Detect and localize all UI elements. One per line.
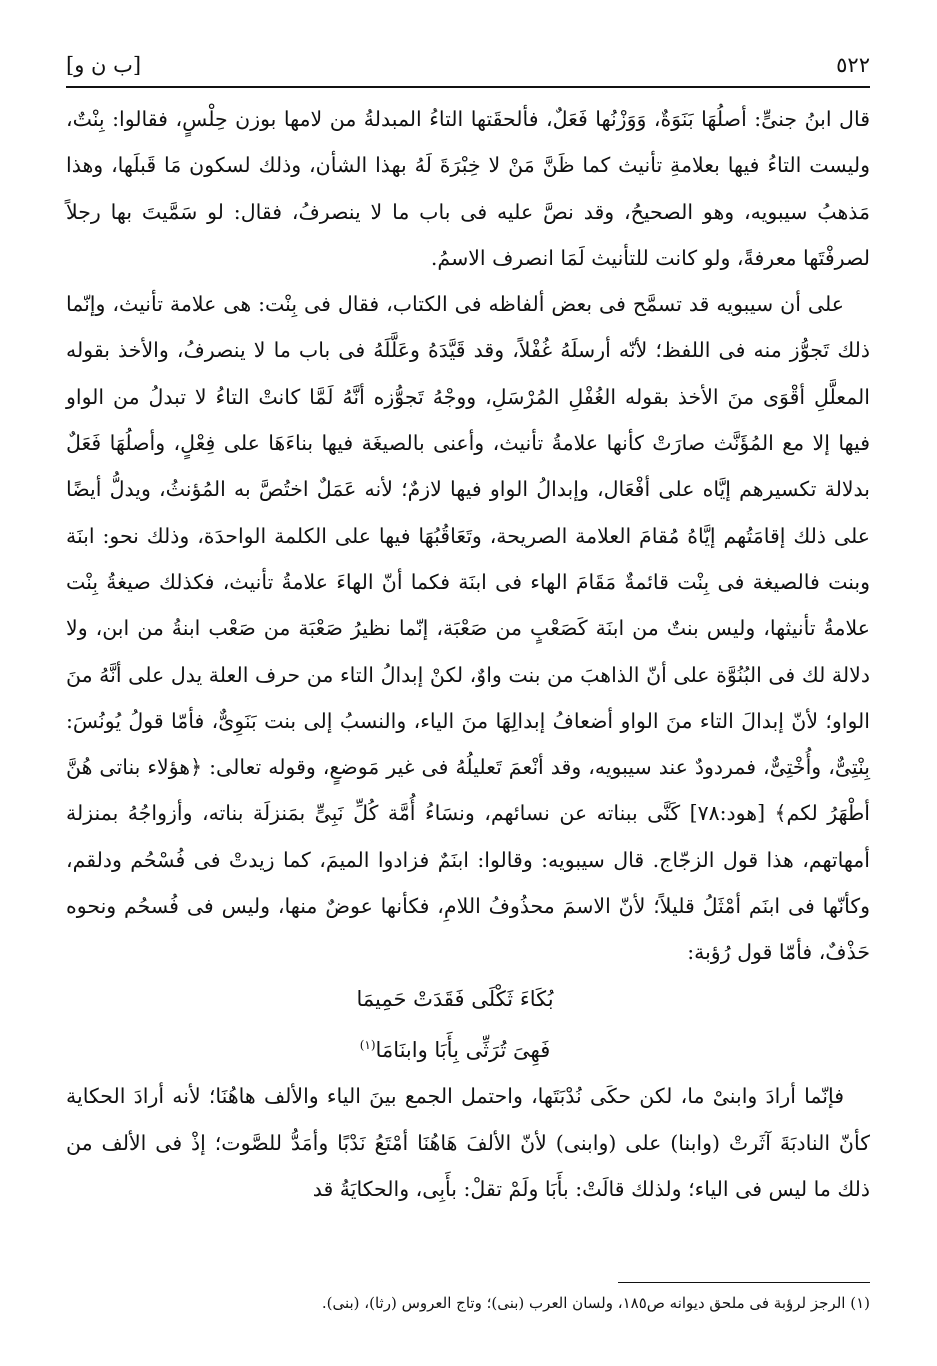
header-rule [66, 86, 870, 88]
footnote-marker: (١) [359, 1037, 376, 1052]
main-text [66, 96, 870, 1212]
verse-line-2-text: فَهِىَ تُرَثِّى بِأَبَا وابنَامَا [375, 1037, 551, 1062]
footnote: (١) الرجز لرؤبة فى ملحق ديوانه ص١٨٥، ولسان العرب (بنى)؛ وتاج العروس (رثا)، (بنى). [321, 1294, 870, 1312]
page-number: ٥٢٢ [836, 53, 870, 77]
verse-line-2 [66, 1022, 870, 1073]
paragraph-3: فإنّما أرادَ وابنىْ ما، لكن حكَى نُدْبَتَها، واحتمل الجمع بينَ الياء والألف هاهُنَا؛ لأنه أرادَ الحكاية كأنّ النادبَةَ آثَرتْ (وابنا) على (وابنى) لأنّ الألفَ هَاهُنَا أمْتَعُ نَدْبًا وأمَدُّ للصَّوت؛ إذْ فى الألف من ذلك ما ليس فى الياء؛ ولذلك قالَتْ: بأَبَا ولَمْ تقلْ: بأَبِى، والحكايَةُ قد [66, 1084, 870, 1201]
paragraph-2: على أن سيبويه قد تسمَّح فى بعض ألفاظه فى الكتاب، فقال فى بِنْت: هى علامة تأنيث، وإنّما ذلك تَجوُّز منه فى اللفظ؛ لأنّه أرسلَهُ غُفْلاً، وقد قَيَّدَهُ وعَلَّلَهُ فى باب ما لا ينصرفُ، والأخذ بقوله المعلَّلِ أقْوَى منَ الأخذ بقوله الغُفْلِ المُرْسَلِ، ووجْهُ تَجوُّزه أنَّهُ لَمَّا كانتْ التاءُ لا تبدلُ من الواو فيها إلا مع المُؤَنَّث صارَتْ كأنها علامةُ تأنيث، وأعنى بالصيغَة فيها بناءَهَا على فِعْلٍ، وأصلُهَا فَعَلٌ بدلالة تكسيرهم إيَّاه على أفْعَال، وإبدالُ الواو فيها لازمٌ؛ لأنه عَمَلٌ اختُصَّ به المُؤنثُ، ويدلُّ أيضًا على ذلك إقامَتُهم إيَّاهُ مُقامَ العلامة الصريحة، وتَعَاقُبُهَا فيها على الكلمة الواحدَة، وذلك نحو: ابنَة وبنت فالصيغة فى بِنْت قائمةٌ مَقَامَ الهاء فى ابنَة فكما أنّ الهاءَ علامةُ تأنيث، فكذلك صيغةُ بِنْت علامةُ تأنيثها، وليس بنتٌ من ابنَة كَصَعْبٍ من صَعْبَة، إنّما نظيرُ صَعْبَة من صَعْب ابنةُ من ابن، ولا دلالة لك فى البُنُوَّة على أنّ الذاهبَ من بنت واوٌ، لكنْ إبدالُ التاء من حرف العلة يدل على أنَّهُ منَ الواو؛ لأنّ إبدالَ التاء منَ الواو أضعافُ إبدالِهَا منَ الياء، والنسبُ إلى بنت بَنَوِىٌّ، فأمّا قولُ يُونُسَ: بِنْتِىٌّ، وأُخْتِىٌّ، فمردودٌ عند سيبويه، وقد أنْعمَ تَعليلُهُ فى غير مَوضعٍ، وقوله تعالى: ﴿هؤلاء بناتى هُنَّ أطْهَرُ لكم﴾ [هود:٧٨] كَنَّى ببناته عن نسائهم، ونسَاءُ أُمَّة كُلِّ نَبِىٍّ بمَنزلَة بناته، وأزواجُهُ بمنزلة أمهاتهم، هذا قول الزجّاج. قال سيبويه: وقالوا: ابنَمٌ فزادوا الميمَ، كما زيدتْ فى فُسْحُم ودلقم، وكأنّها فى ابنَم أمْثَلُ قليلاً؛ لأنّ الاسمَ محذُوفُ اللامِ، فكأنها عوضٌ منها، وليس فى فُسحُم ونحوه حَذْفٌ، فأمّا قول رُؤبة: [66, 292, 870, 965]
verse-line-1: بُكَاءَ ثَكْلَى فَقَدَتْ حَمِيمَا [356, 986, 554, 1011]
root-letters: [ب ن و] [66, 53, 142, 77]
footnote-rule [618, 1282, 870, 1283]
paragraph-1: قال ابنُ جنىٍّ: أصلُهَا بَنَوَةٌ، وَوَزْنُها فَعَلٌ، فألحقَتها التاءُ المبدلةُ من لامها بوزن حِلْسٍ، فقالوا: بِنْتٌ، وليست التاءُ فيها بعلامةِ تأنيث كما ظَنَّ مَنْ لا خِبْرَةَ لَهُ بهذا الشأن، وذلك لسكون مَا قَبلَها، وهذا مَذهبُ سيبويه، وهو الصحيحُ، وقد نصَّ عليه فى باب ما لا ينصرفُ، فقال: لو سَمَّيتَ بها رجلاً لصرفْتَها معرفةً، ولو كانت للتأنيث لَمَا انصرف الاسمُ. [66, 107, 870, 270]
page-header [66, 48, 870, 82]
